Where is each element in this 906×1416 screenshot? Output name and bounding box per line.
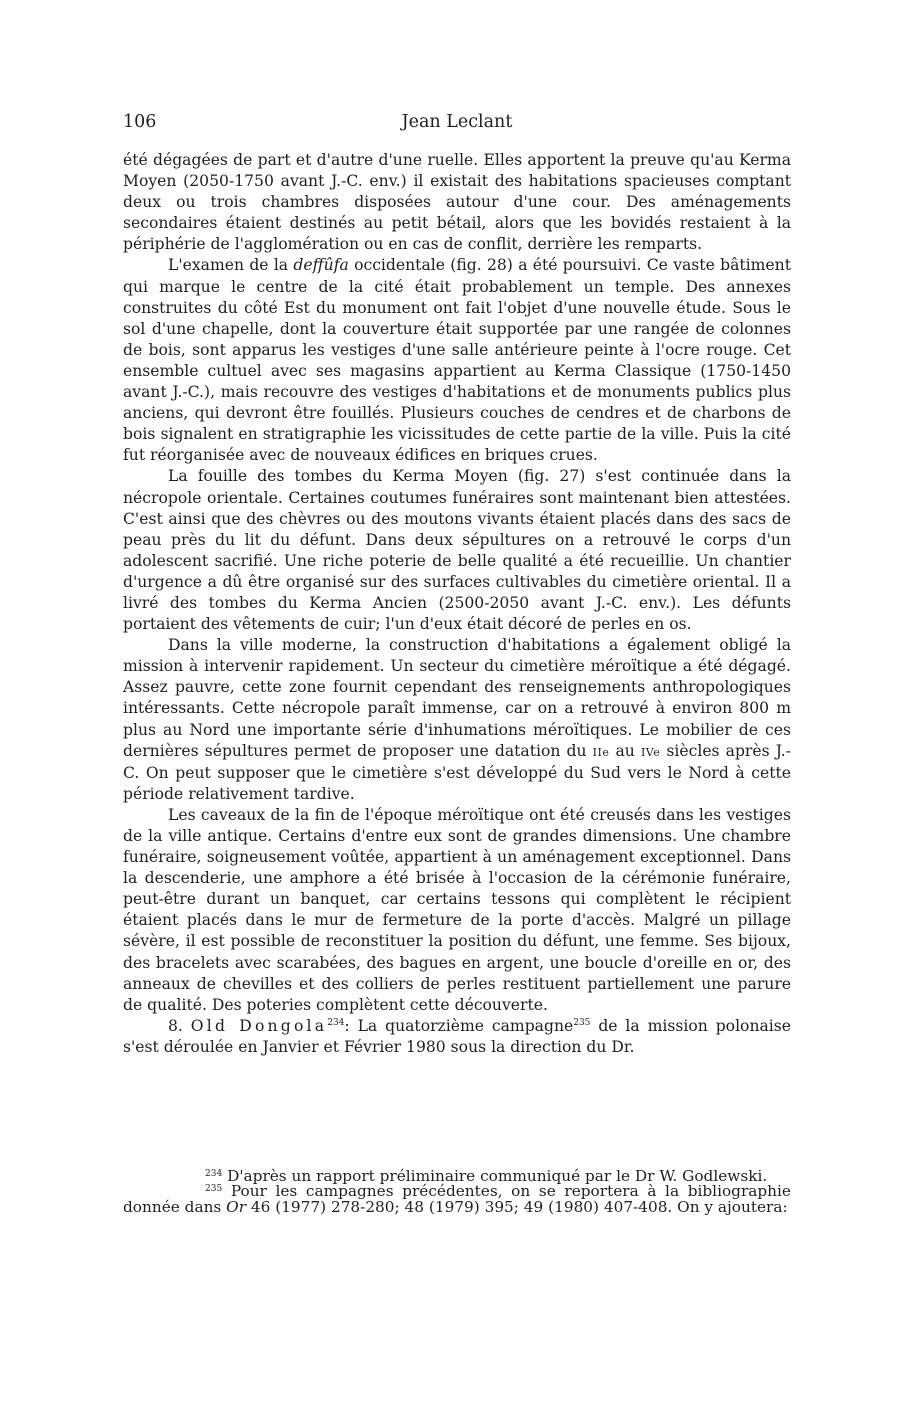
footnote-235-text-before: Pour les campagnes précédentes, on se reportera à la bibliographie donnée dans [123, 1182, 791, 1216]
paragraph-6 [123, 1016, 791, 1058]
paragraph-2-text-after: occidentale (fig. 28) a été poursuivi. Ce vaste bâtiment qui marque le centre de la cité était probablement un temple. Des annexes construites du côté Est du monument ont fait l'objet d'une nouvelle étude. Sous le sol d'une chapelle, dont la couverture était supportée par une rangée de colonnes de bois, sont apparus les vestiges d'une salle antérieure peinte à l'ocre rouge. Cet ensemble cultuel avec ses magasins appartient au Kerma Classique (1750-1450 avant J.-C.), mais recouvre des vestiges d'habitations et de monuments publics plus anciens, qui devront être fouillés. Plusieurs couches de cendres et de charbons de bois signalent en stratigraphie les vicissitudes de cette partie de la ville. Puis la cité fut réorganisée avec de nouveaux édifices en briques crues. [123, 256, 791, 465]
paragraph-2 [123, 255, 791, 466]
paragraph-4-text-before: Dans la ville moderne, la construction d'habitations a également obligé la mission à intervenir rapidement. Un secteur du cimetière méroïtique a été dégagé. Assez pauvre, cette zone fournit cependant des renseignements anthropologiques intéressants. Cette nécropole paraît immense, car on a retrouvé à environ 800 m plus au Nord une importante série d'inhumations méroïtiques. Le mobilier de ces dernières sépultures permet de proposer une datation du [123, 636, 791, 760]
paragraph-5-text: Les caveaux de la fin de l'époque méroïtique ont été creusés dans les vestiges de la ville antique. Certains d'entre eux sont de grandes dimensions. Une chambre funéraire, soigneusement voûtée, appartient à un aménagement exceptionnel. Dans la descenderie, une amphore a été brisée à l'occasion de la cérémonie funéraire, peut-être durant un banquet, car certains tessons qui complètent le récipient étaient placés dans le mur de fermeture de la porte d'accès. Malgré un pillage sévère, il est possible de reconstituer la position du défunt, une femme. Ses bijoux, des bracelets avec scarabées, des bagues en argent, une boucle d'oreille en or, des anneaux de chevilles et des colliers de perles restituent partiellement une parure de qualité. Des poteries complètent cette découverte. [123, 805, 791, 1014]
paragraph-1-text: été dégagées de part et d'autre d'une ruelle. Elles apportent la preuve qu'au Kerma Moyen (2050-1750 avant J.-C. env.) il existait des habitations spacieuses comptant deux ou trois chambres disposées autour d'une cour. Des aménagements secondaires étaient destinés au petit bétail, alors que les bovidés restaient à la périphérie de l'agglomération ou en cas de conflit, derrière les remparts. [123, 151, 791, 254]
footnotes [123, 1169, 791, 1215]
footnote-234-mark: 234 [205, 1169, 223, 1179]
paragraph-4-text-mid: au [615, 741, 635, 760]
paragraph-6-text-1: : La quatorzième campagne [344, 1016, 574, 1035]
running-head-author: Jean Leclant [401, 112, 513, 132]
footnote-ref-234[interactable]: 234 [327, 1017, 345, 1028]
footnote-235-text-after: 46 (1977) 278-280; 48 (1979) 395; 49 (1980) 407-408. On y ajoutera: [250, 1197, 788, 1216]
body-text [123, 150, 791, 1058]
journal-abbreviation: Or [226, 1197, 247, 1216]
site-name-old-dongola: Old Dongola [190, 1016, 328, 1035]
paragraph-4-text-after: siècles après J.-C. On peut supposer que le cimetière s'est développé du Sud vers le Nord à cette période relativement tardive. [123, 741, 791, 803]
footnote-ref-235[interactable]: 235 [573, 1017, 591, 1028]
section-number: 8. [168, 1016, 183, 1035]
footnote-235-mark: 235 [205, 1184, 223, 1195]
paragraph-3 [123, 466, 791, 635]
paragraph-6-text-2: de la mission polonaise s'est déroulée en Janvier et Février 1980 sous la direction du Dr. [123, 1016, 791, 1056]
paragraph-1 [123, 150, 791, 255]
century-roman-2: IIe [592, 745, 610, 759]
footnote-234-text: D'après un rapport préliminaire communiqué par le Dr W. Godlewski. [227, 1167, 768, 1185]
paragraph-4 [123, 635, 791, 805]
page-number: 106 [123, 112, 157, 132]
century-roman-4: IVe [640, 745, 661, 759]
paragraph-5 [123, 805, 791, 1016]
paragraph-2-text-before: L'examen de la [168, 256, 289, 275]
page-header [123, 112, 791, 136]
deffufa-term: deffûfa [293, 256, 349, 275]
paragraph-3-text: La fouille des tombes du Kerma Moyen (fig. 27) s'est continuée dans la nécropole orientale. Certaines coutumes funéraires sont maintenant bien attestées. C'est ainsi que des chèvres ou des moutons vivants étaient placés dans des sacs de peau près du lit du défunt. Dans deux sépultures on a retrouvé le corps d'un adolescent sacrifié. Une riche poterie de belle qualité a été recueillie. Un chantier d'urgence a dû être organisé sur des surfaces cultivables du cimetière oriental. Il a livré des tombes du Kerma Ancien (2500-2050 avant J.-C. env.). Les défunts portaient des vêtements de cuir; l'un d'eux était décoré de perles en os. [123, 467, 791, 634]
footnote-235 [123, 1184, 791, 1215]
